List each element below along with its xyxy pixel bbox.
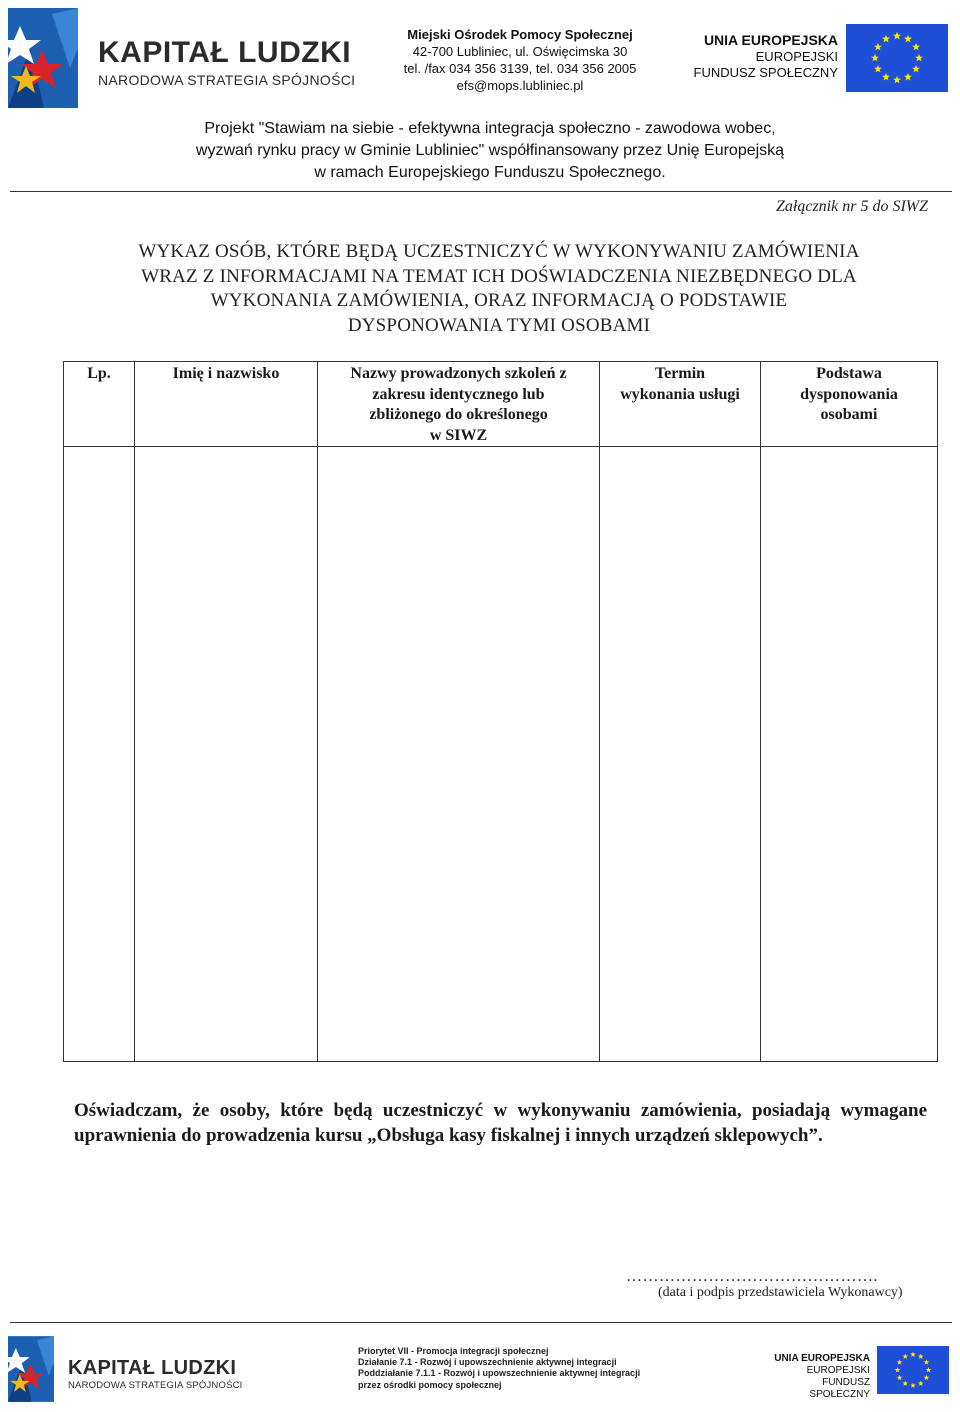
project-line: w ramach Europejskiego Funduszu Społecznego.: [314, 164, 666, 181]
eu-fund-label-1: EUROPEJSKI: [755, 49, 838, 64]
institution-phones: tel. /fax 034 356 3139, tel. 034 356 2005: [403, 61, 637, 76]
project-line: wyzwań rynku pracy w Gminie Lubliniec" współfinansowany przez Unię Europejską: [195, 142, 785, 159]
eu-flag-icon: [846, 24, 948, 92]
institution-email: efs@mops.lubliniec.pl: [456, 78, 584, 93]
priority-line: Priorytet VII - Promocja integracji społecznej: [358, 1346, 549, 1356]
project-description: [120, 118, 860, 184]
header-basis: Podstawa dysponowania osobami: [761, 362, 938, 447]
project-line: Projekt "Stawiam na siebie - efektywna integracja społeczno - zawodowa wobec,: [204, 120, 776, 137]
title-line: WRAZ Z INFORMACJAMI NA TEMAT ICH DOŚWIADCZENIA NIEZBĘDNEGO DLA: [141, 265, 857, 287]
cell-name[interactable]: [135, 447, 318, 1062]
title-line: WYKAZ OSÓB, KTÓRE BĘDĄ UCZESTNICZYĆ W WYKONYWANIU ZAMÓWIENIA: [138, 241, 860, 262]
table-header-row: [64, 362, 938, 447]
header-trainings: Nazwy prowadzonych szkoleń z zakresu identycznego lub zbliżonego do określonego w SIWZ: [318, 362, 600, 447]
title-line: DYSPONOWANIA TYMI OSOBAMI: [347, 314, 651, 336]
footer-eu-text-block: [766, 1352, 870, 1401]
institution-address: 42-700 Lubliniec, ul. Oświęcimska 30: [412, 44, 628, 59]
kapital-ludzki-logo-icon: [8, 8, 78, 108]
institution-address-block: [380, 26, 660, 94]
footer-eu-fund-label-2: FUNDUSZ SPOŁECZNY: [809, 1377, 870, 1400]
signature-line: ……………………………………….: [626, 1268, 878, 1285]
eu-flag-small-icon: [877, 1346, 949, 1394]
footer-logo-title: KAPITAŁ LUDZKI: [68, 1357, 237, 1379]
cell-lp[interactable]: [64, 447, 135, 1062]
attachment-label: Załącznik nr 5 do SIWZ: [776, 198, 928, 215]
kapital-ludzki-logo-small-icon: [8, 1334, 54, 1404]
footer-logo-subtitle: NARODOWA STRATEGIA SPÓJNOŚCI: [68, 1380, 243, 1391]
priority-info: [358, 1346, 640, 1391]
declaration-text: Oświadczam, że osoby, które będą uczestniczyć w wykonywaniu zamówienia, posiadają wymagane uprawnienia do prowadzenia kursu „Obsługa kasy fiskalnej i innych urządzeń sklepowych”.: [74, 1100, 927, 1146]
title-line: WYKONANIA ZAMÓWIENIA, ORAZ INFORMACJĄ O PODSTAWIE: [210, 290, 788, 311]
header-term: Termin wykonania usługi: [600, 362, 761, 447]
eu-text-block: [688, 32, 838, 81]
footer-divider: [10, 1322, 952, 1323]
table-row: [64, 447, 938, 1062]
header-lp: Lp.: [64, 362, 135, 447]
footer-eu-fund-label-1: EUROPEJSKI: [806, 1365, 870, 1376]
institution-name: Miejski Ośrodek Pomocy Społecznej: [407, 27, 633, 42]
cell-basis[interactable]: [761, 447, 938, 1062]
eu-union-label: UNIA EUROPEJSKA: [703, 32, 838, 48]
logo-subtitle: NARODOWA STRATEGIA SPÓJNOŚCI: [98, 72, 356, 88]
priority-line: Poddziałanie 7.1.1 - Rozwój i upowszechnienie aktywnej integracji: [358, 1368, 641, 1379]
cell-trainings[interactable]: [318, 447, 600, 1062]
footer-eu-union-label: UNIA EUROPEJSKA: [774, 1353, 870, 1364]
header-divider: [10, 191, 952, 192]
kapital-ludzki-wordmark: [98, 38, 355, 88]
eu-fund-label-2: FUNDUSZ SPOŁECZNY: [693, 65, 838, 80]
kapital-ludzki-wordmark-small: [68, 1358, 243, 1391]
priority-line: przez ośrodki pomocy społecznej: [358, 1379, 502, 1390]
signature-caption: (data i podpis przedstawiciela Wykonawcy): [658, 1285, 903, 1300]
persons-table: [63, 361, 938, 1062]
cell-term[interactable]: [600, 447, 761, 1062]
priority-line: Działanie 7.1 - Rozwój i upowszechnienie aktywnej integracji: [358, 1357, 617, 1368]
header-name: Imię i nazwisko: [135, 362, 318, 447]
document-title: [76, 240, 922, 338]
logo-title: KAPITAŁ LUDZKI: [98, 36, 352, 69]
